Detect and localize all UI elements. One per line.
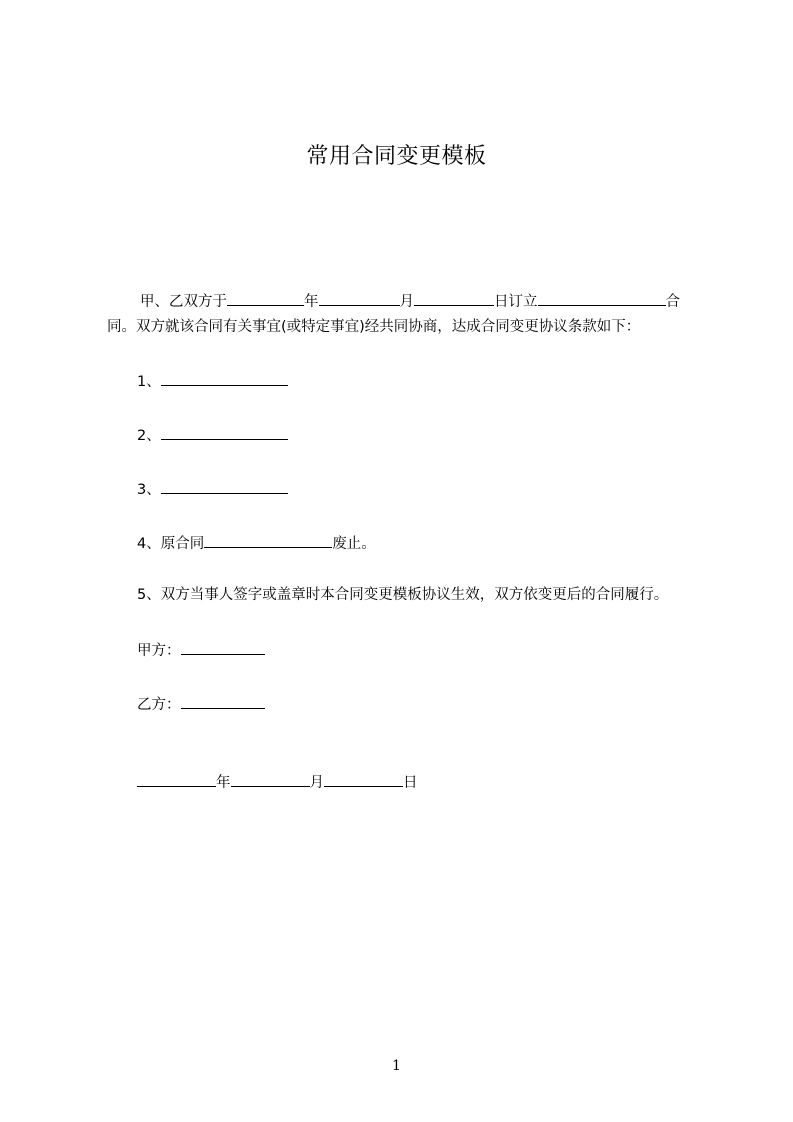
signing-date (137, 772, 418, 793)
clause-4 (137, 533, 376, 554)
document-title: 常用合同变更模板 (306, 144, 487, 169)
clause-2 (137, 425, 288, 446)
clause-3-blank[interactable] (161, 479, 288, 494)
party-b-signature (137, 694, 265, 715)
intro-text-2: 年 (304, 294, 319, 310)
clause-2-label: 2、 (137, 428, 161, 444)
intro-paragraph (107, 291, 707, 343)
clause-4-suffix: 废止。 (332, 536, 376, 552)
clause-2-blank[interactable] (161, 425, 288, 440)
blank-sign-day[interactable] (414, 291, 494, 306)
intro-text-4: 日订立 (494, 294, 538, 310)
blank-sign-year[interactable] (227, 291, 304, 306)
page-number: 1 (392, 1058, 401, 1074)
party-a-label: 甲方： (137, 643, 181, 659)
clause-4-prefix: 4、原合同 (137, 536, 205, 552)
clause-4-blank[interactable] (204, 533, 332, 548)
clause-1 (137, 371, 288, 392)
intro-line-1 (107, 291, 707, 317)
intro-text-5: 合 (665, 294, 680, 310)
party-a-signature (137, 640, 265, 661)
clause-3 (137, 479, 288, 500)
intro-text-1: 甲、乙双方于 (140, 294, 227, 310)
date-year-label: 年 (216, 775, 231, 791)
party-b-label: 乙方： (137, 697, 181, 713)
clause-1-blank[interactable] (161, 371, 288, 386)
party-a-blank[interactable] (181, 640, 265, 655)
intro-text-3: 月 (399, 294, 414, 310)
clause-1-label: 1、 (137, 374, 161, 390)
blank-contract-name[interactable] (538, 291, 666, 306)
clause-3-label: 3、 (137, 482, 161, 498)
date-month-blank[interactable] (231, 772, 310, 787)
date-year-blank[interactable] (137, 772, 216, 787)
date-day-blank[interactable] (324, 772, 403, 787)
date-day-label: 日 (403, 775, 418, 791)
clause-5: 5、双方当事人签字或盖章时本合同变更模板协议生效，双方依变更后的合同履行。 (137, 587, 669, 603)
date-month-label: 月 (309, 775, 324, 791)
party-b-blank[interactable] (181, 694, 265, 709)
blank-sign-month[interactable] (319, 291, 400, 306)
intro-line-2: 同。双方就该合同有关事宜(或特定事宜)经共同协商，达成合同变更协议条款如下： (107, 319, 641, 335)
